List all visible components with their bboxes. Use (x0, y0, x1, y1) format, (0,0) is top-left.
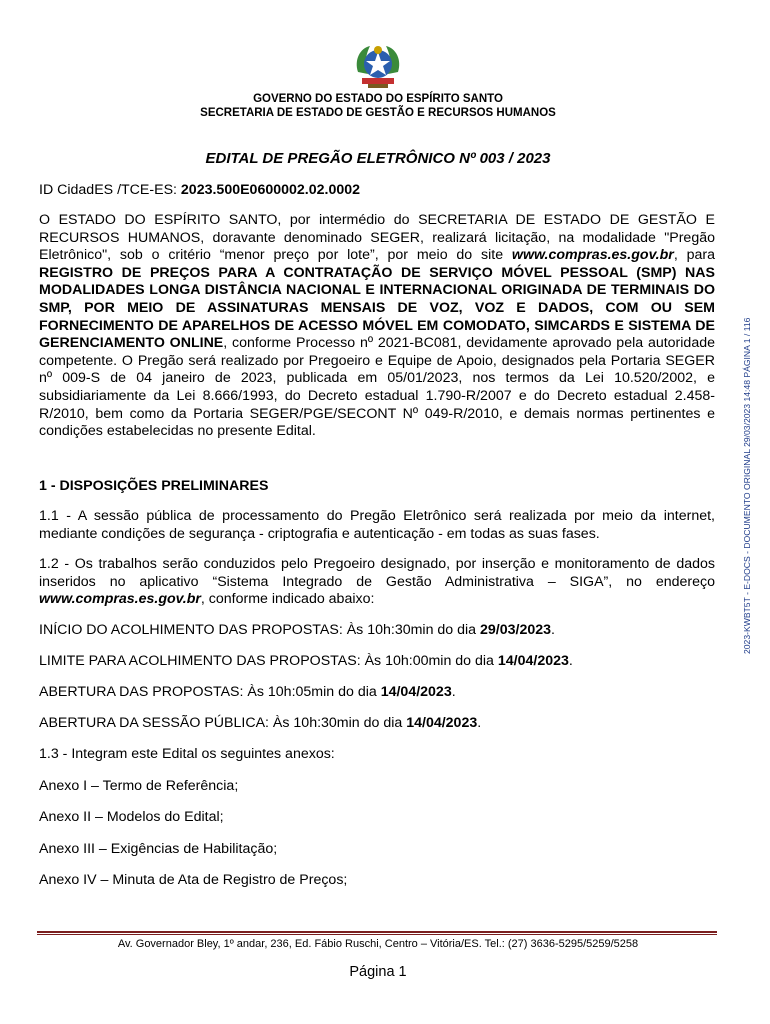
footer-address: Av. Governador Bley, 1º andar, 236, Ed. Fábio Ruschi, Centro – Vitória/ES. Tel.: (27) 3636-5295/5259/5258 (117, 938, 639, 950)
paragraph-1-3: 1.3 - Integram este Edital os seguintes anexos: (39, 746, 335, 762)
footer-divider (37, 931, 717, 933)
intro-site-link: www.compras.es.gov.br (511, 247, 674, 264)
paragraph-site-link: www.compras.es.gov.br (39, 591, 201, 608)
annex-item: Anexo I – Termo de Referência; (39, 778, 239, 794)
header-secretariat: SECRETARIA DE ESTADO DE GESTÃO E RECURSOS HUMANOS (200, 107, 556, 119)
annex-item: Anexo III – Exigências de Habilitação; (39, 841, 278, 857)
footer-divider-thin (37, 934, 717, 935)
id-cidades (39, 182, 715, 200)
annex-item: Anexo IV – Minuta de Ata de Registro de Preços; (39, 872, 348, 888)
intro-text-3: , conforme Processo nº 2021-BC081, devidamente aprovado pela autoridade competente. O Pregão será realizado por Pregoeiro e Equipe de Apoio, designados pela Portaria SEGER nº 009-S de 04 janeiro de 2023, publicada em 05/01/2023, nos termos da Lei 10.520/2002, e subsidiariamente da Lei 8.666/1993, do Decreto estadual 1.790-R/2007 e do Decreto estadual 2.458-R/2010, bem como da Portaria SEGER/PGE/SECONT Nº 049-R/2010, e demais normas pertinentes e condições estabelecidas no presente Edital. (39, 335, 715, 440)
document-title: EDITAL DE PREGÃO ELETRÔNICO Nº 003 / 2023 (205, 150, 551, 167)
paragraph-1-2: 1.2 - Os trabalhos serão conduzidos pelo Pregoeiro designado, por inserção e monitoramento de dados inseridos no aplicativo “Sistema Integrado de Gestão Administrativa – SIGA”, no endereço www.compras.es.gov.br, conforme indicado abaixo: (39, 556, 715, 608)
state-coat-of-arms (352, 42, 404, 90)
page-number: Página 1 (349, 964, 407, 980)
header-government: GOVERNO DO ESTADO DO ESPÍRITO SANTO (253, 93, 503, 105)
id-value: 2023.500E0600002.02.0002 (180, 182, 361, 198)
paragraph-1-1: 1.1 - A sessão pública de processamento do Pregão Eletrônico será realizada por meio da internet, mediante condições de segurança - criptografia e autenticação - em todas as suas fases. (39, 508, 715, 542)
date-proposals-start: INÍCIO DO ACOLHIMENTO DAS PROPOSTAS: Às 10h:30min do dia 29/03/2023. (39, 622, 555, 638)
id-label: ID CidadES /TCE-ES: (39, 182, 181, 198)
annex-item: Anexo II – Modelos do Edital; (39, 809, 224, 825)
date-proposals-opening: ABERTURA DAS PROPOSTAS: Às 10h:05min do dia 14/04/2023. (39, 684, 456, 700)
section-1-heading: 1 - DISPOSIÇÕES PRELIMINARES (39, 478, 269, 494)
intro-text-1: O ESTADO DO ESPÍRITO SANTO, por intermédio do SECRETARIA DE ESTADO DE GESTÃO E RECURSOS HUMANOS, doravante denominado SEGER, realizará licitação, na modalidade "Pregão Eletrônico", sob o critério “menor preço por lote”, por meio do site (39, 212, 715, 264)
date-proposals-limit: LIMITE PARA ACOLHIMENTO DAS PROPOSTAS: Às 10h:00min do dia 14/04/2023. (39, 653, 573, 669)
intro-paragraph (39, 212, 715, 441)
side-document-stamp: 2023-KWBT5T - E-DOCS - DOCUMENTO ORIGINAL 29/03/2023 14:48 PÁGINA 1 / 116 (742, 317, 752, 654)
intro-text-2: , para (673, 247, 715, 264)
date-session-opening: ABERTURA DA SESSÃO PÚBLICA: Às 10h:30min do dia 14/04/2023. (39, 715, 482, 731)
intro-object: REGISTRO DE PREÇOS PARA A CONTRATAÇÃO DE SERVIÇO MÓVEL PESSOAL (SMP) NAS MODALIDADES LONGA DISTÂNCIA NACIONAL E INTERNACIONAL ORIGINADA DE TERMINAIS DO SMP, POR MEIO DE ASSINATURAS MENSAIS DE VOZ, VOZ E DADOS, COM OU SEM FORNECIMENTO DE APARELHOS DE ACESSO MÓVEL EM COMODATO, SIMCARDS E SISTEMA DE GERENCIAMENTO ONLINE (39, 264, 715, 352)
